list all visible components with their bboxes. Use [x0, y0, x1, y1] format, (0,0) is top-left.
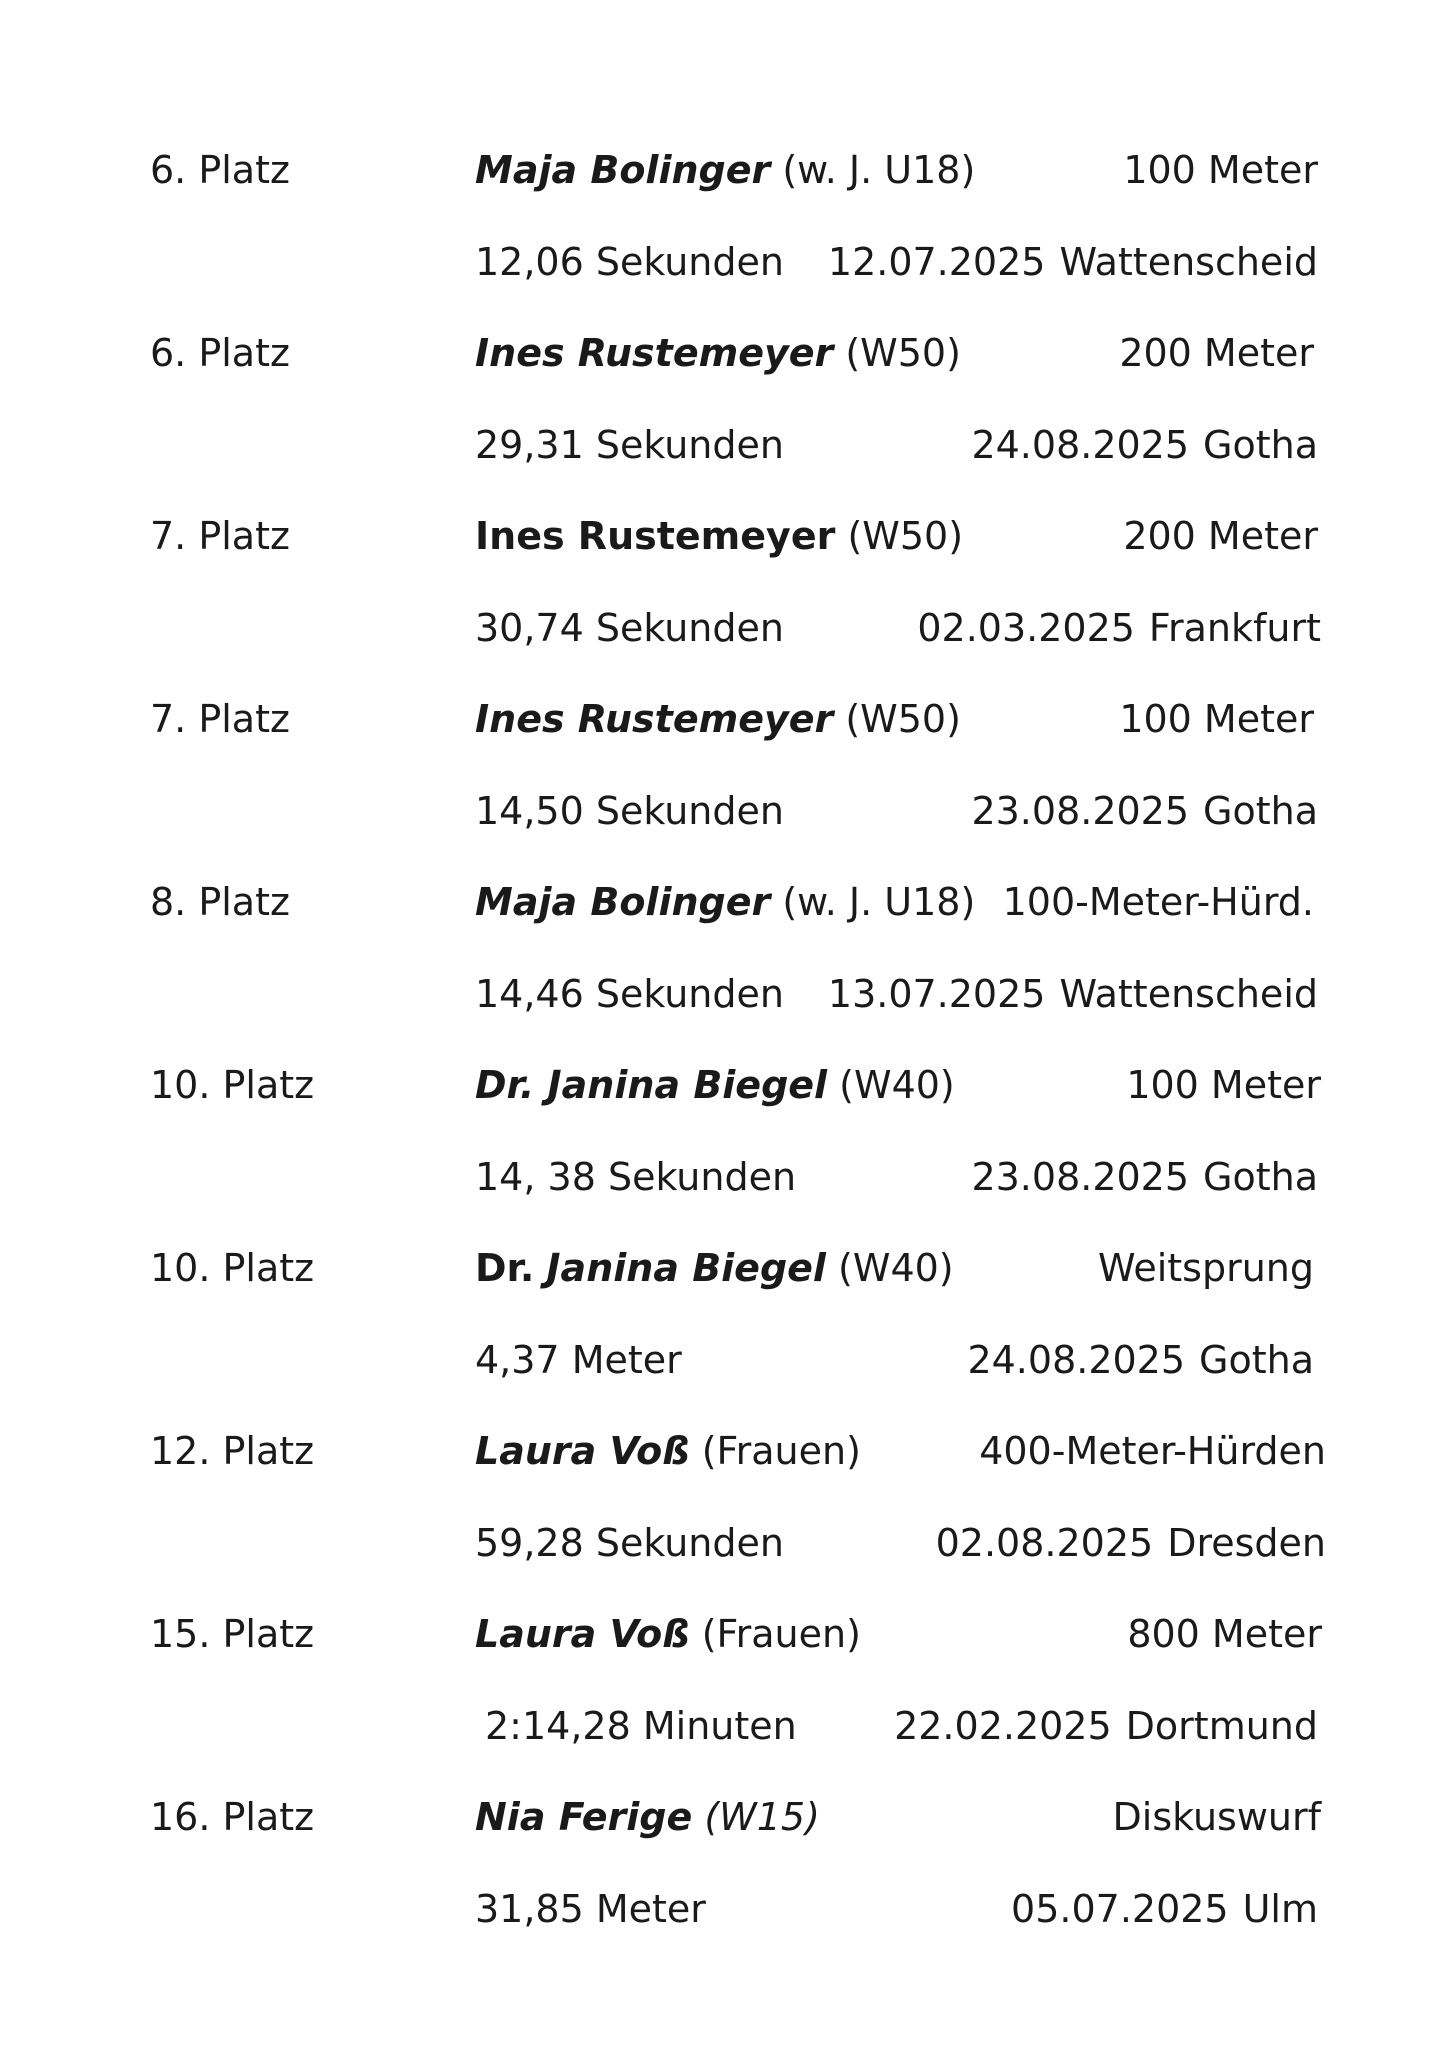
performance: 2:14,28 Minuten	[485, 1704, 797, 1748]
date-location	[967, 1332, 1314, 1388]
discipline: 100-Meter-Hürd.	[1002, 880, 1314, 924]
date-location	[971, 783, 1318, 839]
athlete	[475, 1057, 955, 1113]
age-category: (W50)	[845, 331, 961, 375]
entry-header-line	[0, 1789, 1454, 1845]
competition-city: Dortmund	[1125, 1704, 1318, 1748]
athlete-name: Ines Rustemeyer	[475, 514, 836, 558]
entry-detail-line	[0, 417, 1454, 473]
athlete-name: Ines Rustemeyer	[475, 697, 834, 741]
age-category: (W15)	[704, 1795, 820, 1839]
placement: 10. Platz	[150, 1063, 315, 1107]
performance: 30,74 Sekunden	[475, 606, 784, 650]
athlete-name: Laura Voß	[475, 1612, 690, 1656]
placement: 8. Platz	[150, 880, 290, 924]
athlete-name: Janina Biegel	[546, 1246, 826, 1290]
competition-city: Frankfurt	[1148, 606, 1321, 650]
discipline: Diskuswurf	[1112, 1795, 1321, 1839]
discipline: 200 Meter	[1123, 514, 1318, 558]
performance: 14, 38 Sekunden	[475, 1155, 797, 1199]
athlete	[475, 142, 975, 198]
competition-city: Wattenscheid	[1059, 972, 1318, 1016]
placement: 6. Platz	[150, 331, 290, 375]
athlete	[475, 325, 961, 381]
competition-city: Dresden	[1167, 1521, 1326, 1565]
placement: 12. Platz	[150, 1429, 315, 1473]
athlete	[475, 1423, 861, 1479]
performance: 12,06 Sekunden	[475, 240, 784, 284]
competition-date: 13.07.2025	[827, 972, 1046, 1016]
entry-header-line	[0, 142, 1454, 198]
entry-detail-line	[0, 1515, 1454, 1571]
entry-detail-line	[0, 966, 1454, 1022]
athlete-name: Maja Bolinger	[475, 880, 771, 924]
placement: 6. Platz	[150, 148, 290, 192]
discipline: 100 Meter	[1119, 697, 1314, 741]
entry-detail-line	[0, 1881, 1454, 1937]
competition-date: 02.03.2025	[917, 606, 1135, 650]
competition-city: Gotha	[1203, 1155, 1318, 1199]
placement: 10. Platz	[150, 1246, 315, 1290]
athlete-name: Laura Voß	[475, 1429, 690, 1473]
competition-city: Gotha	[1203, 423, 1318, 467]
discipline: 100 Meter	[1126, 1063, 1321, 1107]
discipline: 800 Meter	[1127, 1612, 1322, 1656]
entry-header-line	[0, 874, 1454, 930]
athlete	[475, 1606, 861, 1662]
entry-detail-line	[0, 1149, 1454, 1205]
athlete	[475, 508, 963, 564]
age-category: (W40)	[839, 1063, 955, 1107]
entry-detail-line	[0, 600, 1454, 656]
athlete-title: Dr.	[475, 1246, 535, 1290]
placement: 7. Platz	[150, 697, 290, 741]
athlete-name: Ines Rustemeyer	[475, 331, 834, 375]
age-category: (W40)	[838, 1246, 954, 1290]
athlete	[475, 1789, 820, 1845]
athlete	[475, 1240, 954, 1296]
performance: 59,28 Sekunden	[475, 1521, 784, 1565]
competition-date: 23.08.2025	[971, 789, 1190, 833]
result-entry	[0, 325, 1454, 509]
competition-date: 05.07.2025	[1011, 1887, 1229, 1931]
entry-header-line	[0, 1606, 1454, 1662]
discipline: 100 Meter	[1123, 148, 1318, 192]
result-entry	[0, 142, 1454, 326]
athlete-name: Dr. Janina Biegel	[475, 1063, 828, 1107]
result-entry	[0, 1606, 1454, 1790]
date-location	[917, 600, 1321, 656]
date-location	[894, 1698, 1318, 1754]
competition-city: Gotha	[1199, 1338, 1314, 1382]
entry-detail-line	[0, 783, 1454, 839]
date-location	[971, 417, 1318, 473]
entry-header-line	[0, 325, 1454, 381]
competition-date: 12.07.2025	[827, 240, 1046, 284]
result-entry	[0, 1789, 1454, 1973]
athlete-name: Nia Ferige	[475, 1795, 693, 1839]
competition-city: Gotha	[1203, 789, 1318, 833]
athlete	[475, 874, 975, 930]
discipline: Weitsprung	[1097, 1246, 1314, 1290]
result-entry	[0, 1423, 1454, 1607]
performance: 4,37 Meter	[475, 1338, 682, 1382]
competition-date: 22.02.2025	[894, 1704, 1112, 1748]
entry-header-line	[0, 1057, 1454, 1113]
placement: 7. Platz	[150, 514, 290, 558]
age-category: (Frauen)	[701, 1612, 861, 1656]
age-category: (W50)	[845, 697, 961, 741]
age-category: (w. J. U18)	[782, 880, 976, 924]
performance: 29,31 Sekunden	[475, 423, 784, 467]
competition-date: 24.08.2025	[971, 423, 1190, 467]
age-category: (w. J. U18)	[782, 148, 976, 192]
performance: 31,85 Meter	[475, 1887, 706, 1931]
entry-header-line	[0, 508, 1454, 564]
date-location	[971, 1149, 1318, 1205]
competition-date: 02.08.2025	[935, 1521, 1154, 1565]
placement: 15. Platz	[150, 1612, 315, 1656]
entry-header-line	[0, 1423, 1454, 1479]
performance: 14,50 Sekunden	[475, 789, 784, 833]
entry-detail-line	[0, 234, 1454, 290]
result-entry	[0, 1057, 1454, 1241]
competition-city: Wattenscheid	[1059, 240, 1318, 284]
competition-date: 24.08.2025	[967, 1338, 1186, 1382]
result-entry	[0, 691, 1454, 875]
age-category: (W50)	[847, 514, 964, 558]
discipline: 400-Meter-Hürden	[979, 1429, 1326, 1473]
entry-header-line	[0, 691, 1454, 747]
date-location	[1011, 1881, 1318, 1937]
result-entry	[0, 508, 1454, 692]
age-category: (Frauen)	[701, 1429, 861, 1473]
placement: 16. Platz	[150, 1795, 315, 1839]
discipline: 200 Meter	[1119, 331, 1314, 375]
entry-detail-line	[0, 1332, 1454, 1388]
competition-city: Ulm	[1242, 1887, 1318, 1931]
performance: 14,46 Sekunden	[475, 972, 784, 1016]
date-location	[828, 966, 1318, 1022]
result-entry	[0, 1240, 1454, 1424]
athlete	[475, 691, 961, 747]
athlete-name: Maja Bolinger	[475, 148, 771, 192]
result-entry	[0, 874, 1454, 1058]
competition-date: 23.08.2025	[971, 1155, 1190, 1199]
entry-detail-line	[0, 1698, 1454, 1754]
entry-header-line	[0, 1240, 1454, 1296]
date-location	[936, 1515, 1326, 1571]
date-location	[828, 234, 1318, 290]
